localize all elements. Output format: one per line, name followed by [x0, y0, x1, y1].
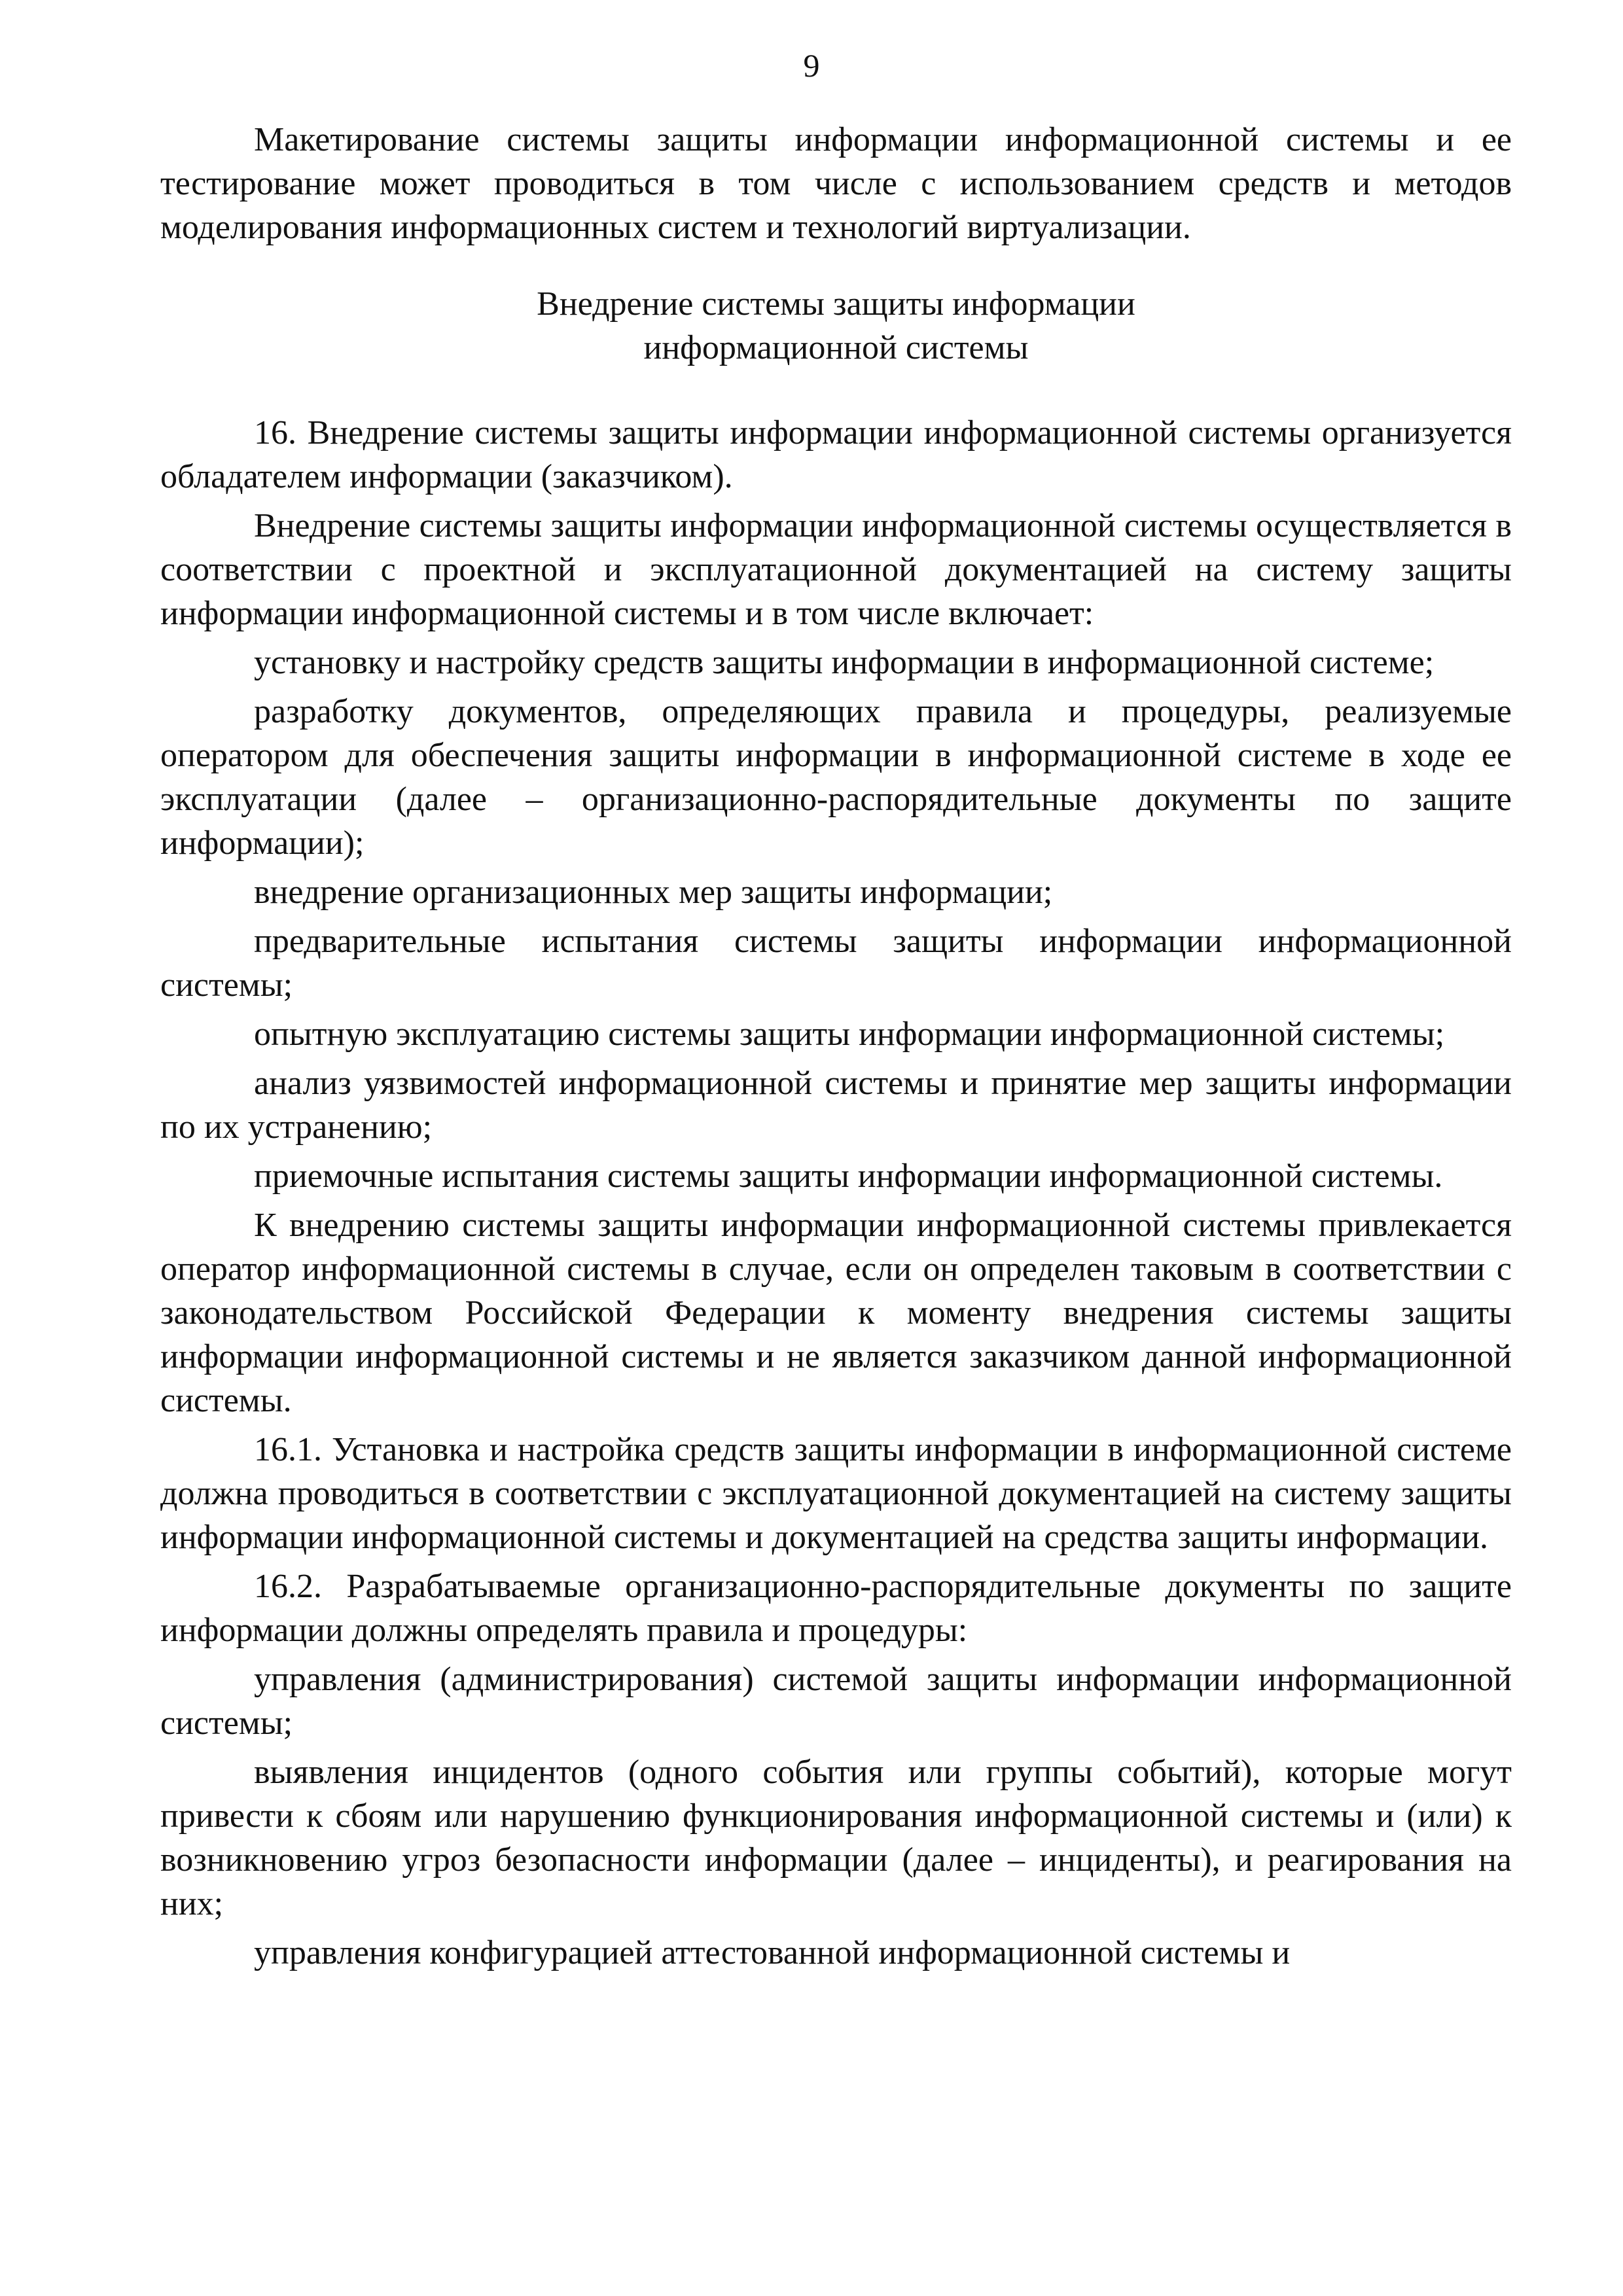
list-item: приемочные испытания системы защиты информации информационной системы. [254, 1157, 1443, 1195]
page-number: 9 [803, 47, 820, 84]
list-item: выявления инцидентов (одного события или группы событий), которые могут привести к сбоям или нарушению функционирования информационной системы и (или) к возникновению угроз безопасности информации (далее – инциденты), и реагирования на них; [160, 1754, 1512, 1922]
list-item: предварительные испытания системы защиты информации информационной системы; [160, 923, 1512, 1004]
paragraph-16-1: 16.1. Установка и настройка средств защиты информации в информационной системе должна проводиться в соответствии с эксплуатационной документацией на систему защиты информации информационной системы и документацией на средства защиты информации. [160, 1431, 1512, 1556]
paragraph: К внедрению системы защиты информации информационной системы привлекается оператор информационной системы в случае, если он определен таковым в соответствии с законодательством Российской Федерации к моменту внедрения системы защиты информации информационной системы и не является заказчиком данной информационной системы. [160, 1207, 1512, 1419]
section-heading-line: Внедрение системы защиты информации [537, 285, 1135, 323]
list-item: управления (администрирования) системой защиты информации информационной системы; [160, 1661, 1512, 1742]
section-heading [160, 282, 1512, 370]
list-item: разработку документов, определяющих правила и процедуры, реализуемые оператором для обеспечения защиты информации в информационной системе в ходе ее эксплуатации (далее – организационно-распорядительные документы по защите информации); [160, 693, 1512, 862]
list-item: опытную эксплуатацию системы защиты информации информационной системы; [254, 1016, 1445, 1053]
section-heading-line: информационной системы [643, 329, 1029, 366]
paragraph-16-2: 16.2. Разрабатываемые организационно-распорядительные документы по защите информации должны определять правила и процедуры: [160, 1568, 1512, 1649]
list-item: установку и настройку средств защиты информации в информационной системе; [254, 644, 1435, 681]
paragraph: Внедрение системы защиты информации информационной системы осуществляется в соответствии с проектной и эксплуатационной документацией на систему защиты информации информационной системы и в том числе включает: [160, 507, 1512, 632]
paragraph-16: 16. Внедрение системы защиты информации информационной системы организуется обладателем информации (заказчиком). [160, 414, 1512, 495]
document-body [160, 118, 1512, 1980]
paragraph: Макетирование системы защиты информации информационной системы и ее тестирование может проводиться в том числе с использованием средств и методов моделирования информационных систем и технологий виртуализации. [160, 121, 1512, 246]
list-item: анализ уязвимостей информационной системы и принятие мер защиты информации по их устранению; [160, 1065, 1512, 1146]
list-item: внедрение организационных мер защиты информации; [254, 874, 1053, 911]
list-item: управления конфигурацией аттестованной информационной системы и [254, 1934, 1291, 1971]
